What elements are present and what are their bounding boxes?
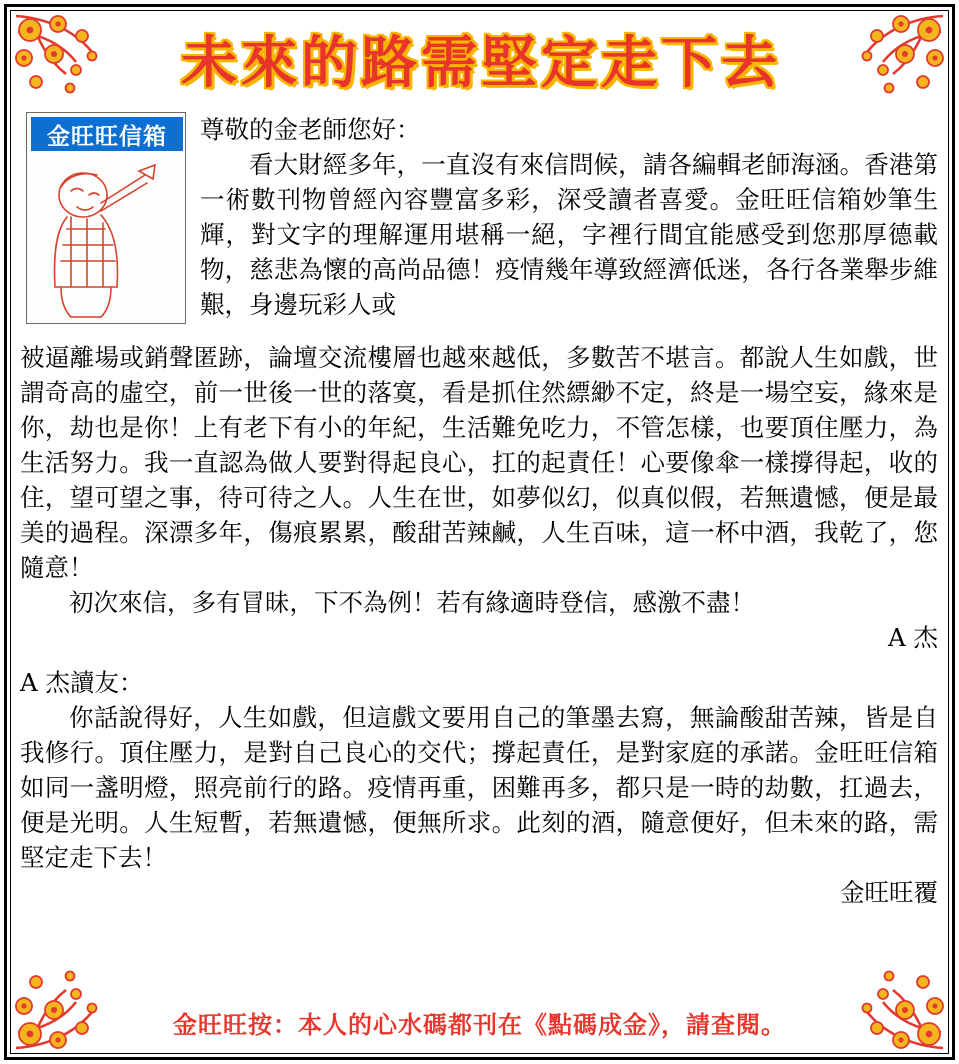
letter-salutation: 尊敬的金老師您好： — [200, 115, 421, 144]
pointing-figure-illustration-icon — [27, 151, 185, 323]
page-title-text: 未來的路需堅定走下去 — [181, 30, 781, 96]
corner-ornament-top-left — [12, 12, 108, 104]
letter-paragraph-3: 初次來信，多有冒昧，下不為例！若有緣適時登信，感激不盡！ — [69, 588, 755, 617]
section-spacer — [20, 655, 938, 665]
reply-salutation: A 杰讀友： — [20, 668, 144, 697]
mailbox-logo — [26, 112, 186, 324]
letter-body — [20, 340, 938, 910]
reply-signature: 金旺旺覆 — [840, 878, 938, 907]
mailbox-logo-banner: 金旺旺信箱 — [31, 117, 183, 151]
reply-paragraph-1: 你話說得好，人生如戲，但這戲文要用自己的筆墨去寫，無論酸甜苦辣，皆是自我修行。頂住壓力，是對自己良心的交代；撐起責任，是對家庭的承諾。金旺旺信箱如同一盞明燈，照亮前行的路。疫情再重，困難再多，都只是一時的劫數，扛過去，便是光明。人生短暫，若無遺憾，便無所求。此刻的酒，隨意便好，但未來的路，需堅定走下去！ — [20, 703, 938, 872]
letter-paragraph-1: 看大財經多年，一直沒有來信問候，請各編輯老師海涵。香港第一術數刊物曾經內容豐富多彩，深受讀者喜愛。金旺旺信箱妙筆生輝，對文字的理解運用堪稱一絕，字裡行間宜能感受到您那厚德載物，慈悲為懷的高尚品德！疫情幾年導致經濟低迷，各行各業舉步維艱，身邊玩彩人或 — [200, 150, 938, 319]
letter-top-column — [200, 112, 938, 322]
letter-signature: A 杰 — [888, 623, 938, 652]
page-title — [96, 22, 866, 96]
letter-paragraph-2: 被逼離場或銷聲匿跡，論壇交流樓層也越來越低，多數苦不堪言。都說人生如戲，世謂奇高的虛空，前一世後一世的落寞，看是抓住然縹緲不定，終是一場空妄，緣來是你，劫也是你！上有老下有小的年紀，生活難免吃力，不管怎樣，也要頂住壓力，為生活努力。我一直認為做人要對得起良心，扛的起責任！心要像傘一樣撐得起，收的住，望可望之事，待可待之人。人生在世，如夢似幻，似真似假，若無遺憾，便是最美的過程。深漂多年，傷痕累累，酸甜苦辣鹹，人生百味，這一杯中酒，我乾了，您隨意！ — [20, 343, 938, 582]
footer-note: 金旺旺按：本人的心水碼都刊在《點碼成金》，請查閱。 — [173, 1010, 786, 1039]
